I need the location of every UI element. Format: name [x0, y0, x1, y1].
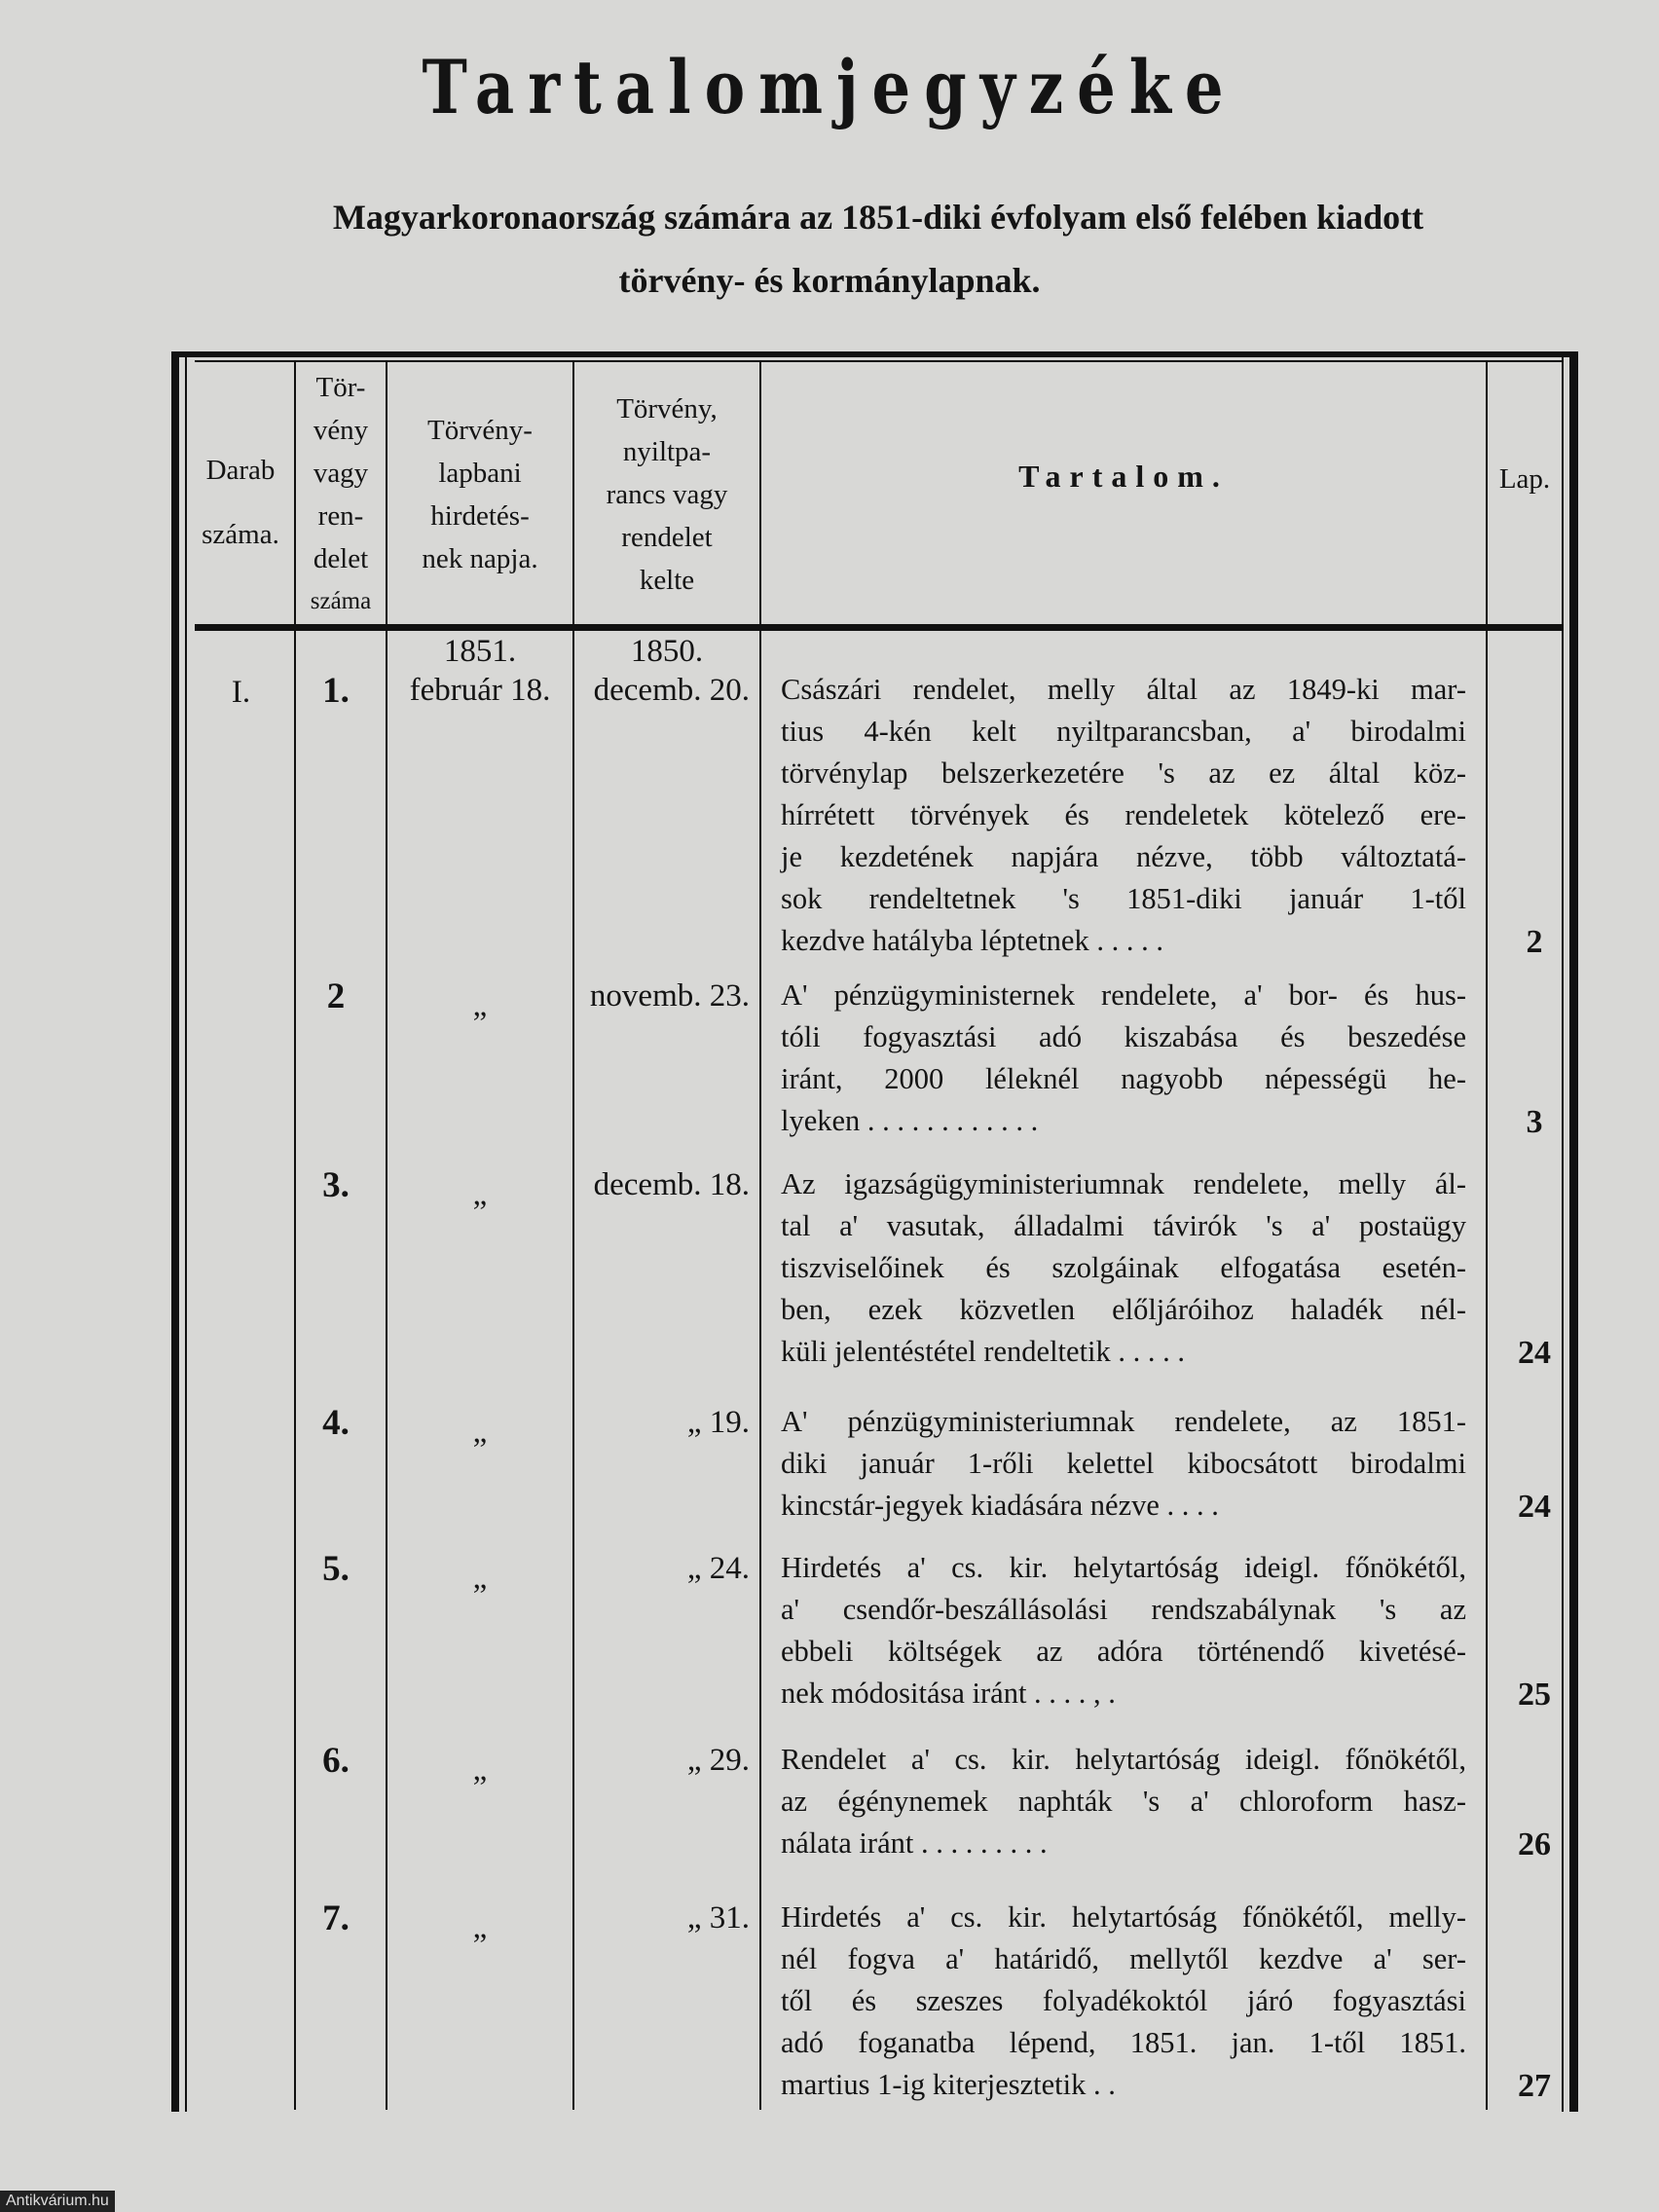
header-darab-line-1: Darab [205, 455, 276, 486]
row-lap: 2 [1526, 924, 1543, 960]
table-left-border [171, 351, 179, 2112]
row-kelte: decemb. 18. [593, 1167, 750, 1202]
content-line: hírrétett törvények és rendeletek kötelező ere- [781, 798, 1466, 831]
row-szam: 7. [322, 1899, 350, 1938]
content-line: nek módositása iránt . . . . , . [781, 1677, 1116, 1710]
content-line: törvénylap belszerkezetére 's az ez által köz- [781, 756, 1466, 790]
header-line: vagy [313, 458, 369, 489]
row-hirdetes: „ [472, 1177, 488, 1212]
subtitle-line-2: törvény- és kormánylapnak. [618, 261, 1041, 300]
content-line: nálata iránt . . . . . . . . . [781, 1826, 1048, 1860]
col-divider-1 [294, 362, 296, 2110]
col-divider-5 [1486, 362, 1488, 2110]
row-szam: 6. [322, 1741, 350, 1781]
content-line: iránt, 2000 léleknél nagyobb népességü he- [781, 1062, 1466, 1095]
content-line: martius 1-ig kiterjesztetik . . [781, 2068, 1116, 2101]
content-line: adó foganatba lépend, 1851. jan. 1-től 1851. [781, 2026, 1466, 2059]
header-line: rancs vagy [606, 479, 728, 510]
header-top-inner-rule [195, 360, 1564, 362]
col-divider-3 [572, 362, 574, 2110]
header-line: hirdetés- [430, 500, 530, 532]
hirdetes-year: 1851. [443, 634, 517, 669]
content-line: Hirdetés a' cs. kir. helytartóság ideigl. főnökétől, [781, 1551, 1466, 1584]
row-hirdetes: február 18. [409, 673, 551, 708]
content-line: tal a' vasutak, álladalmi távirók 's a' postaügy [781, 1209, 1466, 1242]
row-hirdetes: „ [472, 1752, 488, 1788]
row-szam: 2 [326, 977, 346, 1016]
header-darab [187, 438, 294, 567]
row-kelte: „ 31. [686, 1900, 750, 1936]
row-szam: 4. [322, 1403, 350, 1443]
row-hirdetes: „ [472, 1910, 488, 1945]
content-line: je kezdetének napjára nézve, több változtatá- [781, 840, 1466, 873]
content-line: lyeken . . . . . . . . . . . . [781, 1104, 1039, 1137]
header-torveny-szama [296, 366, 386, 623]
content-line: Hirdetés a' cs. kir. helytartóság főnökétől, melly- [781, 1900, 1466, 1934]
watermark: Antikvárium.hu [0, 2191, 115, 2212]
header-line: nyiltpa- [622, 436, 712, 467]
row-kelte: decemb. 20. [593, 673, 750, 708]
row-lap: 3 [1526, 1104, 1543, 1140]
content-line: az égénynemek naphták 's a' chloroform hasz- [781, 1785, 1466, 1818]
row-content [781, 975, 1466, 1142]
row-kelte: novemb. 23. [589, 978, 750, 1014]
row-content [781, 1897, 1466, 2106]
row-szam: 3. [322, 1165, 350, 1205]
header-line: Törvény- [427, 415, 533, 446]
header-line: ren- [317, 500, 364, 532]
row-lap: 25 [1518, 1677, 1551, 1713]
row-lap: 24 [1518, 1489, 1551, 1525]
content-line: től és szeszes folyadékoktól járó fogyasztási [781, 1984, 1466, 2017]
header-tartalom: Tartalom. [1018, 459, 1229, 494]
kelte-year: 1850. [630, 634, 704, 669]
content-line: Az igazságügyministeriumnak rendelete, melly ál- [781, 1167, 1466, 1200]
row-lap: 27 [1518, 2068, 1551, 2104]
row-lap: 26 [1518, 1826, 1551, 1862]
content-line: nél fogva a' határidő, mellytől kezdve a' ser- [781, 1942, 1466, 1975]
table-left-border-inner [185, 351, 187, 2112]
header-line: száma [310, 588, 372, 614]
header-line: kelte [639, 565, 695, 596]
header-line: lapbani [438, 458, 522, 489]
content-line: kincstár-jegyek kiadására nézve . . . . [781, 1489, 1219, 1522]
header-line: Törvény, [616, 393, 718, 424]
row-kelte: „ 19. [686, 1405, 750, 1440]
content-line: küli jelentéstétel rendeltetik . . . . . [781, 1335, 1186, 1368]
row-content [781, 1547, 1466, 1714]
content-line: ebbeli költségek az adóra történendő kivetésé- [781, 1635, 1466, 1668]
row-content [781, 1163, 1466, 1373]
row-content [781, 1739, 1466, 1864]
row-hirdetes: „ [472, 1415, 488, 1450]
row-hirdetes: „ [472, 1561, 488, 1596]
header-kelte [574, 387, 759, 602]
header-line: delet [313, 543, 369, 574]
content-line: sok rendeltetnek 's 1851-diki január 1-től [781, 882, 1466, 915]
content-line: a' csendőr-beszállásolási rendszabálynak 's az [781, 1593, 1466, 1626]
header-hirdetes [387, 409, 572, 580]
row-kelte: „ 24. [686, 1551, 750, 1586]
content-line: Császári rendelet, melly által az 1849-ki mar- [781, 673, 1466, 706]
content-line: A' pénzügyministernek rendelete, a' bor- és hus- [781, 978, 1466, 1012]
content-line: Rendelet a' cs. kir. helytartóság ideigl. főnökétől, [781, 1743, 1466, 1776]
content-line: kezdve hatályba léptetnek . . . . . [781, 924, 1163, 957]
row-content [781, 1401, 1466, 1527]
row-szam: 1. [322, 671, 350, 711]
content-line: A' pénzügyministeriumnak rendelete, az 1851- [781, 1405, 1466, 1438]
header-line: vény [313, 415, 369, 446]
row-hirdetes: „ [472, 988, 488, 1023]
content-line: diki január 1-rőli kelettel kibocsátott birodalmi [781, 1447, 1466, 1480]
row-darab: I. [231, 675, 251, 710]
header-darab-line-2: száma. [202, 519, 279, 550]
row-lap: 24 [1518, 1335, 1551, 1371]
table-top-rule [171, 351, 1578, 357]
header-line: rendelet [621, 522, 713, 553]
col-divider-2 [386, 362, 387, 2110]
row-kelte: „ 29. [686, 1743, 750, 1778]
content-line: tiszviselőinek és szolgáinak elfogatása esetén- [781, 1251, 1466, 1284]
page-title: Tartalomjegyzéke [422, 44, 1237, 130]
header-line: nek napja. [422, 543, 538, 574]
row-content [781, 669, 1466, 962]
col-divider-4 [759, 362, 761, 2110]
header-lap: Lap. [1498, 463, 1551, 495]
row-szam: 5. [322, 1549, 350, 1589]
header-line: Tör- [315, 372, 366, 403]
content-line: tóli fogyasztási adó kiszabása és beszedése [781, 1020, 1466, 1053]
subtitle-line-1: Magyarkoronaország számára az 1851-diki évfolyam első felében kiadott [332, 198, 1424, 237]
header-bottom-rule [195, 624, 1564, 631]
content-line: tius 4-kén kelt nyiltparancsban, a' birodalmi [781, 715, 1466, 748]
content-line: ben, ezek közvetlen előljáróihoz haladék nél- [781, 1293, 1466, 1326]
